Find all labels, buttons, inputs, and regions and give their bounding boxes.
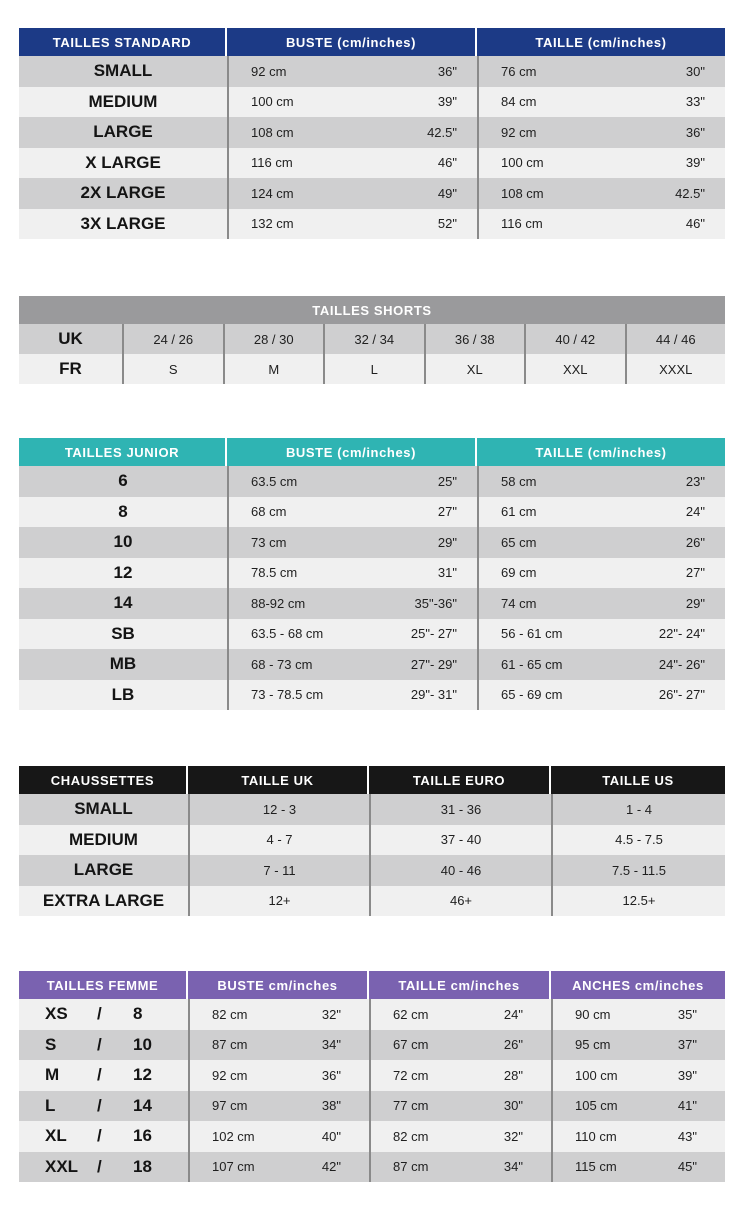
- bust-cm: 92 cm: [212, 1067, 248, 1083]
- table-row: [19, 148, 725, 179]
- bust-in: 27"- 29": [410, 656, 457, 672]
- waist-cm: 65 - 69 cm: [501, 687, 563, 703]
- hip-in: 41": [677, 1098, 697, 1114]
- uk-size: 44 / 46: [625, 324, 726, 354]
- waist-in: 26": [503, 1037, 523, 1053]
- socks-header-size: CHAUSSETTES: [19, 766, 188, 794]
- table-row: [19, 466, 725, 497]
- waist-cell: [477, 56, 725, 87]
- size-label: LARGE: [73, 860, 134, 880]
- waist-cm: 61 - 65 cm: [501, 656, 563, 672]
- table-row: [19, 649, 725, 680]
- bust-cm: 108 cm: [251, 124, 294, 140]
- bust-cell: [227, 209, 477, 240]
- bust-cell: [227, 56, 477, 87]
- table-row: [19, 56, 725, 87]
- bust-cm: 63.5 - 68 cm: [251, 626, 324, 642]
- socks-header-uk: TAILLE UK: [188, 766, 369, 794]
- size-number: 10: [133, 1034, 152, 1054]
- fr-size: L: [323, 354, 424, 384]
- size-label: 3X LARGE: [80, 213, 166, 233]
- size-label: [19, 1091, 188, 1122]
- bust-cm: 87 cm: [212, 1037, 248, 1053]
- bust-cm: 97 cm: [212, 1098, 248, 1114]
- waist-cm: 61 cm: [501, 504, 537, 520]
- bust-in: 39": [437, 94, 457, 110]
- size-label: 12: [113, 562, 133, 582]
- bust-cm: 107 cm: [212, 1159, 255, 1175]
- hip-cm: 100 cm: [575, 1067, 618, 1083]
- socks-header: [19, 766, 725, 794]
- bust-cm: 88-92 cm: [251, 595, 306, 611]
- size-label: MEDIUM: [88, 91, 158, 111]
- waist-in: 27": [685, 565, 705, 581]
- bust-cell: [188, 1030, 369, 1061]
- bust-in: 29": [437, 534, 457, 550]
- size-letter: XXL: [45, 1156, 79, 1176]
- waist-in: 22"- 24": [658, 626, 705, 642]
- bust-cm: 73 - 78.5 cm: [251, 687, 324, 703]
- uk-value: 12+: [188, 886, 369, 917]
- size-separator: /: [97, 1034, 102, 1054]
- hip-cm: 95 cm: [575, 1037, 611, 1053]
- hip-cell: [551, 1121, 725, 1152]
- waist-cell: [369, 1152, 551, 1183]
- waist-cm: 76 cm: [501, 63, 537, 79]
- bust-in: 29"- 31": [410, 687, 457, 703]
- bust-cell: [227, 87, 477, 118]
- bust-cm: 82 cm: [212, 1006, 248, 1022]
- junior-header-size: TAILLES JUNIOR: [19, 438, 227, 466]
- waist-cm: 116 cm: [501, 216, 543, 232]
- hip-in: 35": [677, 1006, 697, 1022]
- waist-cm: 67 cm: [393, 1037, 429, 1053]
- table-row: [19, 1152, 725, 1183]
- waist-cell: [477, 148, 725, 179]
- waist-in: 29": [685, 595, 705, 611]
- uk-size: 24 / 26: [122, 324, 223, 354]
- waist-cell: [477, 466, 725, 497]
- waist-cm: 100 cm: [501, 155, 544, 171]
- size-number: 18: [133, 1156, 152, 1176]
- table-row: [19, 1060, 725, 1091]
- table-row: [19, 825, 725, 856]
- table-row: [19, 855, 725, 886]
- bust-in: 25"- 27": [410, 626, 457, 642]
- bust-in: 34": [321, 1037, 341, 1053]
- bust-cell: [227, 527, 477, 558]
- shorts-fr-row: [19, 354, 725, 384]
- waist-cm: 82 cm: [393, 1128, 429, 1144]
- bust-cm: 78.5 cm: [251, 565, 298, 581]
- waist-cm: 74 cm: [501, 595, 537, 611]
- size-letter: L: [45, 1095, 56, 1115]
- size-label: [19, 1030, 188, 1061]
- hip-cm: 90 cm: [575, 1006, 611, 1022]
- waist-in: 32": [503, 1128, 523, 1144]
- waist-cell: [477, 87, 725, 118]
- table-row: [19, 588, 725, 619]
- waist-cell: [477, 680, 725, 711]
- bust-cm: 68 cm: [251, 504, 287, 520]
- size-label: LARGE: [93, 122, 153, 142]
- waist-cell: [369, 1030, 551, 1061]
- fr-size: M: [223, 354, 324, 384]
- femme-header-size: TAILLES FEMME: [19, 971, 188, 999]
- junior-header: [19, 438, 725, 466]
- fr-size: XXL: [524, 354, 625, 384]
- waist-cell: [477, 117, 725, 148]
- bust-in: 40": [321, 1128, 341, 1144]
- femme-header: [19, 971, 725, 999]
- waist-in: 30": [503, 1098, 523, 1114]
- hip-cell: [551, 999, 725, 1030]
- waist-in: 46": [685, 216, 705, 232]
- bust-in: 38": [321, 1098, 341, 1114]
- waist-cell: [477, 649, 725, 680]
- waist-in: 24"- 26": [658, 656, 705, 672]
- hip-in: 45": [677, 1159, 697, 1175]
- bust-in: 32": [321, 1006, 341, 1022]
- waist-in: 23": [685, 473, 705, 489]
- waist-cm: 92 cm: [501, 124, 537, 140]
- euro-value: 37 - 40: [369, 825, 551, 856]
- size-label: SB: [111, 623, 135, 643]
- table-row: [19, 1030, 725, 1061]
- waist-cm: 65 cm: [501, 534, 537, 550]
- shorts-size-table: [19, 296, 725, 384]
- junior-header-waist: TAILLE (cm/inches): [477, 438, 725, 466]
- table-row: [19, 117, 725, 148]
- us-value: 1 - 4: [551, 794, 725, 825]
- socks-header-us: TAILLE US: [551, 766, 725, 794]
- waist-cell: [477, 558, 725, 589]
- standard-header-size: TAILLES STANDARD: [19, 28, 227, 56]
- table-row: [19, 1091, 725, 1122]
- standard-header-waist: TAILLE (cm/inches): [477, 28, 725, 56]
- waist-cell: [477, 209, 725, 240]
- waist-in: 33": [685, 94, 705, 110]
- size-letter: XL: [45, 1126, 67, 1146]
- hip-cm: 105 cm: [575, 1098, 618, 1114]
- shorts-title: TAILLES SHORTS: [19, 296, 725, 324]
- uk-value: 4 - 7: [188, 825, 369, 856]
- size-letter: M: [45, 1065, 60, 1085]
- fr-label: FR: [59, 359, 82, 378]
- fr-size: XXXL: [625, 354, 726, 384]
- waist-cm: 58 cm: [501, 473, 537, 489]
- bust-cell: [227, 117, 477, 148]
- uk-value: 7 - 11: [188, 855, 369, 886]
- uk-label: UK: [58, 329, 83, 348]
- waist-cell: [369, 1121, 551, 1152]
- size-number: 14: [133, 1095, 152, 1115]
- bust-cell: [227, 497, 477, 528]
- bust-cell: [227, 649, 477, 680]
- waist-in: 36": [685, 124, 705, 140]
- bust-cell: [227, 148, 477, 179]
- bust-in: 36": [437, 63, 457, 79]
- bust-cell: [188, 1152, 369, 1183]
- size-separator: /: [97, 1126, 102, 1146]
- junior-size-table: [19, 438, 725, 710]
- waist-cell: [477, 497, 725, 528]
- waist-cell: [477, 588, 725, 619]
- hip-cell: [551, 1030, 725, 1061]
- hip-in: 37": [677, 1037, 697, 1053]
- size-label: [19, 999, 188, 1030]
- size-label: [19, 1121, 188, 1152]
- table-row: [19, 497, 725, 528]
- table-row: [19, 527, 725, 558]
- bust-in: 27": [437, 504, 457, 520]
- table-row: [19, 1121, 725, 1152]
- hip-cell: [551, 1091, 725, 1122]
- bust-cell: [188, 1091, 369, 1122]
- waist-in: 39": [685, 155, 705, 171]
- size-number: 16: [133, 1126, 152, 1146]
- waist-cell: [369, 999, 551, 1030]
- table-row: [19, 886, 725, 917]
- socks-size-table: [19, 766, 725, 916]
- euro-value: 46+: [369, 886, 551, 917]
- bust-cm: 124 cm: [251, 185, 294, 201]
- table-row: [19, 794, 725, 825]
- bust-cm: 132 cm: [251, 216, 294, 232]
- hip-cm: 115 cm: [575, 1159, 617, 1175]
- waist-cell: [477, 178, 725, 209]
- femme-header-hips: ANCHES cm/inches: [551, 971, 725, 999]
- bust-in: 42": [321, 1159, 341, 1175]
- table-row: [19, 999, 725, 1030]
- fr-size: S: [122, 354, 223, 384]
- waist-cell: [369, 1060, 551, 1091]
- size-label: SMALL: [74, 799, 133, 819]
- table-row: [19, 178, 725, 209]
- waist-in: 24": [503, 1006, 523, 1022]
- bust-cell: [227, 558, 477, 589]
- bust-in: 42.5": [427, 124, 457, 140]
- fr-size: XL: [424, 354, 525, 384]
- euro-value: 40 - 46: [369, 855, 551, 886]
- hip-in: 39": [677, 1067, 697, 1083]
- hip-cm: 110 cm: [575, 1128, 617, 1144]
- size-separator: /: [97, 1156, 102, 1176]
- uk-value: 12 - 3: [188, 794, 369, 825]
- hip-in: 43": [677, 1128, 697, 1144]
- bust-cm: 63.5 cm: [251, 473, 298, 489]
- waist-cell: [369, 1091, 551, 1122]
- table-row: [19, 87, 725, 118]
- standard-header: [19, 28, 725, 56]
- uk-size: 28 / 30: [223, 324, 324, 354]
- size-label: [19, 1060, 188, 1091]
- femme-header-bust: BUSTE cm/inches: [188, 971, 369, 999]
- uk-size: 36 / 38: [424, 324, 525, 354]
- size-label: MEDIUM: [69, 829, 138, 849]
- size-label: MB: [109, 654, 137, 674]
- size-label: [19, 1152, 188, 1183]
- junior-header-bust: BUSTE (cm/inches): [227, 438, 477, 466]
- hip-cell: [551, 1060, 725, 1091]
- size-label: X LARGE: [85, 152, 161, 172]
- size-label: SMALL: [93, 61, 153, 81]
- euro-value: 31 - 36: [369, 794, 551, 825]
- bust-in: 25": [437, 473, 457, 489]
- bust-cell: [188, 1121, 369, 1152]
- waist-in: 26"- 27": [658, 687, 705, 703]
- size-label: 10: [113, 532, 133, 552]
- table-row: [19, 680, 725, 711]
- us-value: 4.5 - 7.5: [551, 825, 725, 856]
- bust-in: 49": [437, 185, 457, 201]
- bust-cm: 116 cm: [251, 155, 293, 171]
- table-row: [19, 619, 725, 650]
- bust-cell: [227, 680, 477, 711]
- size-label: EXTRA LARGE: [42, 890, 165, 910]
- waist-in: 30": [685, 63, 705, 79]
- waist-cm: 69 cm: [501, 565, 537, 581]
- size-separator: /: [97, 1095, 102, 1115]
- us-value: 7.5 - 11.5: [551, 855, 725, 886]
- bust-cm: 92 cm: [251, 63, 287, 79]
- femme-header-waist: TAILLE cm/inches: [369, 971, 551, 999]
- bust-cm: 100 cm: [251, 94, 294, 110]
- size-label: 6: [118, 471, 128, 491]
- uk-size: 40 / 42: [524, 324, 625, 354]
- waist-in: 42.5": [675, 185, 705, 201]
- bust-cell: [188, 999, 369, 1030]
- waist-in: 34": [503, 1159, 523, 1175]
- waist-cm: 62 cm: [393, 1006, 429, 1022]
- bust-in: 46": [437, 155, 457, 171]
- size-label: 2X LARGE: [80, 183, 166, 203]
- waist-cell: [477, 527, 725, 558]
- size-separator: /: [97, 1004, 102, 1024]
- bust-in: 35"-36": [414, 595, 457, 611]
- waist-cm: 72 cm: [393, 1067, 429, 1083]
- waist-cm: 84 cm: [501, 94, 537, 110]
- size-label: 14: [113, 593, 133, 613]
- bust-cell: [227, 178, 477, 209]
- waist-cell: [477, 619, 725, 650]
- size-number: 8: [133, 1004, 143, 1024]
- waist-cm: 56 - 61 cm: [501, 626, 563, 642]
- socks-header-euro: TAILLE EURO: [369, 766, 551, 794]
- waist-cm: 108 cm: [501, 185, 544, 201]
- bust-cell: [188, 1060, 369, 1091]
- bust-cell: [227, 466, 477, 497]
- size-letter: XS: [45, 1004, 68, 1024]
- bust-in: 31": [437, 565, 457, 581]
- size-label: LB: [111, 684, 135, 704]
- waist-cm: 77 cm: [393, 1098, 429, 1114]
- waist-in: 28": [503, 1067, 523, 1083]
- size-label: 8: [118, 501, 128, 521]
- shorts-header: [19, 296, 725, 324]
- bust-in: 36": [321, 1067, 341, 1083]
- bust-cell: [227, 619, 477, 650]
- bust-cm: 68 - 73 cm: [251, 656, 313, 672]
- table-row: [19, 558, 725, 589]
- shorts-uk-row: [19, 324, 725, 354]
- waist-in: 26": [685, 534, 705, 550]
- femme-size-table: [19, 971, 725, 1182]
- us-value: 12.5+: [551, 886, 725, 917]
- uk-size: 32 / 34: [323, 324, 424, 354]
- hip-cell: [551, 1152, 725, 1183]
- standard-header-bust: BUSTE (cm/inches): [227, 28, 477, 56]
- table-row: [19, 209, 725, 240]
- bust-cm: 102 cm: [212, 1128, 255, 1144]
- size-letter: S: [45, 1034, 57, 1054]
- bust-cm: 73 cm: [251, 534, 287, 550]
- standard-size-table: [19, 28, 725, 239]
- size-separator: /: [97, 1065, 102, 1085]
- bust-cell: [227, 588, 477, 619]
- waist-cm: 87 cm: [393, 1159, 429, 1175]
- size-number: 12: [133, 1065, 152, 1085]
- waist-in: 24": [685, 504, 705, 520]
- bust-in: 52": [437, 216, 457, 232]
